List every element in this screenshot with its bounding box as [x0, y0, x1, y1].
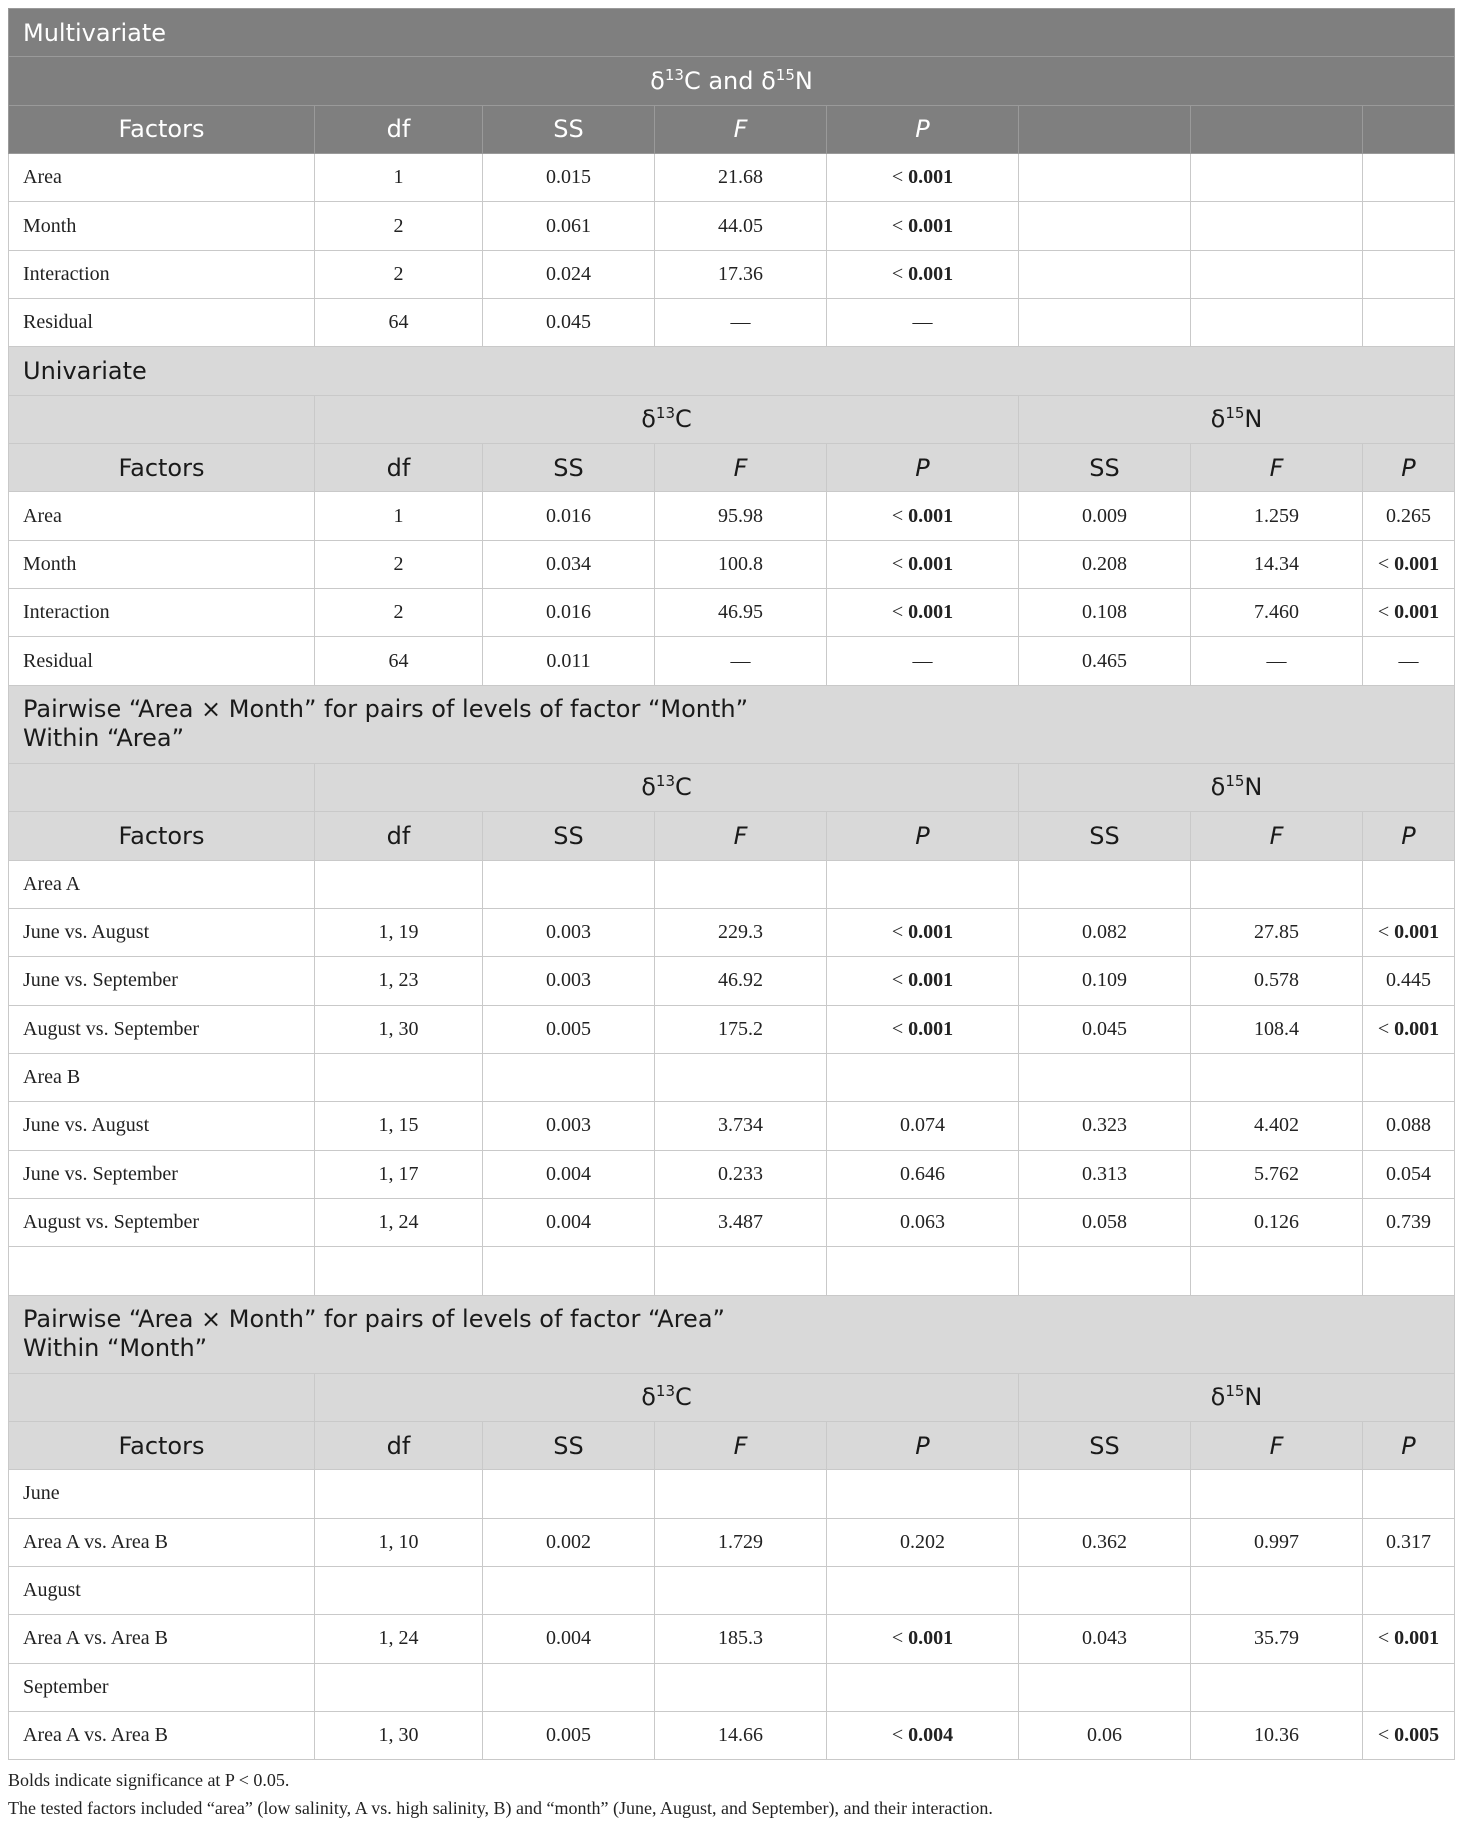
isotope-header-c13-n15: $\delta^{13}C$ and $\delta^{15}N$	[9, 57, 1455, 105]
table-row	[9, 154, 1455, 202]
row-c13-f: 3.487	[655, 1198, 827, 1246]
col-header: F	[1191, 444, 1363, 492]
col-header: F	[655, 1421, 827, 1469]
row-c13-f: 185.3	[655, 1615, 827, 1663]
row-n15-p: 0.739	[1363, 1198, 1455, 1246]
row-f: 21.68	[655, 154, 827, 202]
pairwise-area-a-rows	[9, 908, 1455, 1053]
row-factor: June vs. August	[9, 1102, 315, 1150]
section-header-pairwise-area	[9, 1295, 1455, 1373]
row-df: 1	[315, 154, 483, 202]
row-factor: Residual	[9, 299, 315, 347]
col-header: df	[315, 1421, 483, 1469]
table-row	[9, 1005, 1455, 1053]
column-header-row	[9, 105, 1455, 153]
col-header: F	[655, 105, 827, 153]
row-n15-ss: 0.009	[1019, 492, 1191, 540]
row-n15-f: 108.4	[1191, 1005, 1363, 1053]
row-p: —	[827, 299, 1019, 347]
table-row	[9, 908, 1455, 956]
row-ss: 0.015	[483, 154, 655, 202]
col-header: SS	[483, 444, 655, 492]
row-c13-ss: 0.004	[483, 1615, 655, 1663]
group-label-row	[9, 1663, 1455, 1711]
isotope-header-row	[9, 1373, 1455, 1421]
row-c13-f: 95.98	[655, 492, 827, 540]
row-c13-ss: 0.005	[483, 1005, 655, 1053]
table-row	[9, 1102, 1455, 1150]
row-factor: Month	[9, 540, 315, 588]
row-n15-f: 10.36	[1191, 1712, 1363, 1760]
row-n15-p: 0.317	[1363, 1518, 1455, 1566]
isotope-header-n15: $\delta^{15}N$	[1019, 1373, 1455, 1421]
row-df: 2	[315, 589, 483, 637]
row-c13-f: 229.3	[655, 908, 827, 956]
section-title: Univariate	[9, 347, 1455, 395]
col-header: F	[655, 812, 827, 860]
row-c13-ss: 0.034	[483, 540, 655, 588]
row-factor: June vs. September	[9, 1150, 315, 1198]
table-row	[9, 540, 1455, 588]
row-c13-f: 1.729	[655, 1518, 827, 1566]
row-c13-f: 46.92	[655, 957, 827, 1005]
row-c13-f: 46.95	[655, 589, 827, 637]
section-header-multivariate	[9, 9, 1455, 57]
col-header: P	[827, 444, 1019, 492]
anova-results-table	[8, 8, 1455, 1760]
row-n15-p: —	[1363, 637, 1455, 685]
row-c13-ss: 0.011	[483, 637, 655, 685]
group-label: June	[9, 1470, 315, 1518]
row-df: 2	[315, 202, 483, 250]
isotope-header-row	[9, 395, 1455, 443]
row-factor: Area A vs. Area B	[9, 1615, 315, 1663]
row-c13-p: < 0.001	[827, 908, 1019, 956]
row-n15-f: 14.34	[1191, 540, 1363, 588]
row-df: 1	[315, 492, 483, 540]
row-factor: June vs. August	[9, 908, 315, 956]
row-factor: August vs. September	[9, 1198, 315, 1246]
col-header: F	[655, 444, 827, 492]
table-row	[9, 1712, 1455, 1760]
row-n15-ss: 0.362	[1019, 1518, 1191, 1566]
col-header: P	[827, 105, 1019, 153]
row-df: 1, 30	[315, 1005, 483, 1053]
col-header: SS	[1019, 444, 1191, 492]
group-label-row	[9, 1566, 1455, 1614]
row-factor: June vs. September	[9, 957, 315, 1005]
row-factor: Month	[9, 202, 315, 250]
row-c13-ss: 0.003	[483, 1102, 655, 1150]
stats-table-container	[8, 8, 1454, 1822]
row-n15-f: 7.460	[1191, 589, 1363, 637]
isotope-header-row	[9, 763, 1455, 811]
row-c13-p: < 0.001	[827, 957, 1019, 1005]
row-factor: Interaction	[9, 589, 315, 637]
group-label-row	[9, 860, 1455, 908]
row-factor: Area	[9, 154, 315, 202]
section-title: Pairwise “Area × Month” for pairs of levels of factor “Month” Within “Area”	[9, 685, 1455, 763]
row-df: 1, 24	[315, 1198, 483, 1246]
col-header: P	[827, 1421, 1019, 1469]
row-n15-p: < 0.001	[1363, 908, 1455, 956]
table-row	[9, 299, 1455, 347]
row-df: 1, 23	[315, 957, 483, 1005]
col-header: SS	[1019, 812, 1191, 860]
row-ss: 0.024	[483, 250, 655, 298]
col-header: SS	[1019, 1421, 1191, 1469]
footnote: Bolds indicate significance at P < 0.05.	[8, 1770, 290, 1791]
footnotes	[8, 1766, 1454, 1822]
row-n15-p: 0.445	[1363, 957, 1455, 1005]
row-n15-p: 0.265	[1363, 492, 1455, 540]
isotope-header-n15: $\delta^{15}N$	[1019, 395, 1455, 443]
row-df: 2	[315, 250, 483, 298]
column-header-row	[9, 444, 1455, 492]
row-c13-p: 0.074	[827, 1102, 1019, 1150]
group-label: Area B	[9, 1053, 315, 1101]
col-header: SS	[483, 105, 655, 153]
col-header: P	[827, 812, 1019, 860]
row-factor: Area A vs. Area B	[9, 1712, 315, 1760]
row-c13-p: < 0.004	[827, 1712, 1019, 1760]
row-f: 44.05	[655, 202, 827, 250]
row-n15-p: < 0.001	[1363, 540, 1455, 588]
empty-cell	[1363, 105, 1455, 153]
row-n15-f: —	[1191, 637, 1363, 685]
row-c13-ss: 0.004	[483, 1198, 655, 1246]
spacer-row	[9, 1247, 1455, 1295]
col-header: P	[1363, 1421, 1455, 1469]
row-df: 1, 17	[315, 1150, 483, 1198]
isotope-header-c13: $\delta^{13}C$	[315, 395, 1019, 443]
row-n15-p: < 0.001	[1363, 589, 1455, 637]
row-c13-p: —	[827, 637, 1019, 685]
row-n15-f: 4.402	[1191, 1102, 1363, 1150]
group-label-row	[9, 1053, 1455, 1101]
row-n15-f: 35.79	[1191, 1615, 1363, 1663]
row-c13-f: 14.66	[655, 1712, 827, 1760]
row-c13-p: < 0.001	[827, 540, 1019, 588]
col-header: SS	[483, 812, 655, 860]
row-n15-f: 1.259	[1191, 492, 1363, 540]
row-c13-f: 175.2	[655, 1005, 827, 1053]
section-header-univariate	[9, 347, 1455, 395]
col-header: F	[1191, 812, 1363, 860]
row-ss: 0.045	[483, 299, 655, 347]
row-df: 1, 15	[315, 1102, 483, 1150]
row-n15-p: < 0.005	[1363, 1712, 1455, 1760]
row-c13-ss: 0.003	[483, 957, 655, 1005]
group-label: August	[9, 1566, 315, 1614]
col-header: Factors	[9, 1421, 315, 1469]
row-c13-f: 100.8	[655, 540, 827, 588]
empty-cell	[1019, 105, 1191, 153]
col-header: df	[315, 444, 483, 492]
row-df: 1, 30	[315, 1712, 483, 1760]
row-factor: Residual	[9, 637, 315, 685]
row-n15-ss: 0.108	[1019, 589, 1191, 637]
col-header: Factors	[9, 105, 315, 153]
isotope-header-c13: $\delta^{13}C$	[315, 1373, 1019, 1421]
row-n15-f: 0.578	[1191, 957, 1363, 1005]
row-n15-f: 0.126	[1191, 1198, 1363, 1246]
row-df: 2	[315, 540, 483, 588]
row-n15-f: 0.997	[1191, 1518, 1363, 1566]
pairwise-month-groups	[9, 1470, 1455, 1760]
col-header: Factors	[9, 444, 315, 492]
row-c13-p: 0.202	[827, 1518, 1019, 1566]
column-header-row	[9, 812, 1455, 860]
row-c13-p: 0.646	[827, 1150, 1019, 1198]
row-n15-ss: 0.109	[1019, 957, 1191, 1005]
group-label: September	[9, 1663, 315, 1711]
row-df: 1, 24	[315, 1615, 483, 1663]
table-row	[9, 1518, 1455, 1566]
row-c13-ss: 0.016	[483, 492, 655, 540]
column-header-row	[9, 1421, 1455, 1469]
row-df: 1, 10	[315, 1518, 483, 1566]
col-header: df	[315, 812, 483, 860]
row-n15-ss: 0.058	[1019, 1198, 1191, 1246]
row-c13-p: < 0.001	[827, 1615, 1019, 1663]
row-c13-f: 0.233	[655, 1150, 827, 1198]
row-n15-f: 5.762	[1191, 1150, 1363, 1198]
table-row	[9, 250, 1455, 298]
row-n15-ss: 0.208	[1019, 540, 1191, 588]
empty-cell	[1191, 105, 1363, 153]
row-n15-ss: 0.045	[1019, 1005, 1191, 1053]
row-c13-ss: 0.004	[483, 1150, 655, 1198]
row-n15-ss: 0.082	[1019, 908, 1191, 956]
row-c13-ss: 0.005	[483, 1712, 655, 1760]
row-n15-ss: 0.043	[1019, 1615, 1191, 1663]
row-ss: 0.061	[483, 202, 655, 250]
row-c13-f: 3.734	[655, 1102, 827, 1150]
section-header-pairwise-month	[9, 685, 1455, 763]
col-header: SS	[483, 1421, 655, 1469]
col-header: F	[1191, 1421, 1363, 1469]
table-row	[9, 1198, 1455, 1246]
row-factor: Interaction	[9, 250, 315, 298]
row-df: 1, 19	[315, 908, 483, 956]
row-c13-ss: 0.002	[483, 1518, 655, 1566]
row-c13-ss: 0.003	[483, 908, 655, 956]
table-row	[9, 957, 1455, 1005]
row-p: < 0.001	[827, 250, 1019, 298]
col-header: P	[1363, 444, 1455, 492]
row-n15-f: 27.85	[1191, 908, 1363, 956]
row-factor: Area	[9, 492, 315, 540]
group-label-row	[9, 1470, 1455, 1518]
row-c13-f: —	[655, 637, 827, 685]
table-row	[9, 1615, 1455, 1663]
pairwise-area-b-rows	[9, 1102, 1455, 1247]
row-c13-p: 0.063	[827, 1198, 1019, 1246]
footnote: The tested factors included “area” (low salinity, A vs. high salinity, B) and “month” (June, August, and September), and their interaction.	[8, 1798, 993, 1819]
row-factor: Area A vs. Area B	[9, 1518, 315, 1566]
table-row	[9, 637, 1455, 685]
col-header: P	[1363, 812, 1455, 860]
row-c13-p: < 0.001	[827, 589, 1019, 637]
row-df: 64	[315, 637, 483, 685]
row-f: —	[655, 299, 827, 347]
row-n15-ss: 0.323	[1019, 1102, 1191, 1150]
table-row	[9, 492, 1455, 540]
table-row	[9, 589, 1455, 637]
row-n15-p: 0.088	[1363, 1102, 1455, 1150]
section-title: Multivariate	[9, 9, 1455, 57]
row-c13-p: < 0.001	[827, 492, 1019, 540]
table-row	[9, 202, 1455, 250]
row-p: < 0.001	[827, 154, 1019, 202]
row-c13-p: < 0.001	[827, 1005, 1019, 1053]
isotope-header-n15: $\delta^{15}N$	[1019, 763, 1455, 811]
col-header: Factors	[9, 812, 315, 860]
row-n15-p: 0.054	[1363, 1150, 1455, 1198]
row-c13-ss: 0.016	[483, 589, 655, 637]
isotope-header-row	[9, 57, 1455, 105]
row-n15-ss: 0.465	[1019, 637, 1191, 685]
row-n15-ss: 0.313	[1019, 1150, 1191, 1198]
section-title: Pairwise “Area × Month” for pairs of levels of factor “Area” Within “Month”	[9, 1295, 1455, 1373]
univariate-rows	[9, 492, 1455, 685]
row-factor: August vs. September	[9, 1005, 315, 1053]
row-df: 64	[315, 299, 483, 347]
group-label: Area A	[9, 860, 315, 908]
row-n15-ss: 0.06	[1019, 1712, 1191, 1760]
isotope-header-c13: $\delta^{13}C$	[315, 763, 1019, 811]
row-p: < 0.001	[827, 202, 1019, 250]
row-f: 17.36	[655, 250, 827, 298]
row-n15-p: < 0.001	[1363, 1005, 1455, 1053]
row-n15-p: < 0.001	[1363, 1615, 1455, 1663]
table-row	[9, 1150, 1455, 1198]
col-header: df	[315, 105, 483, 153]
